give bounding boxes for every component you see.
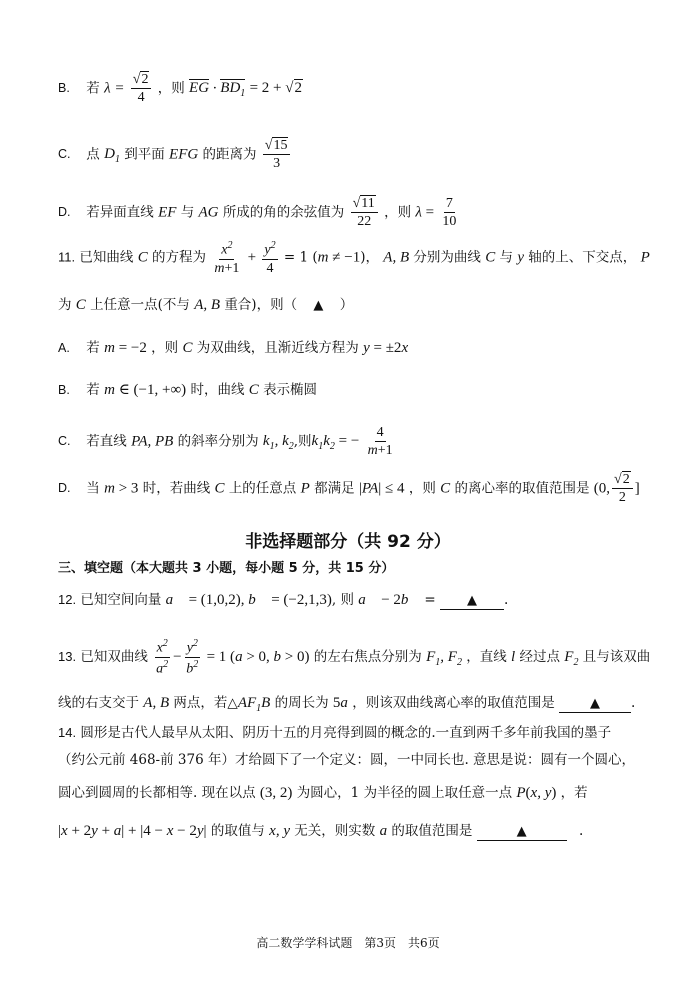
math-variables: x, y [269,823,290,839]
option-text: 的斜率分别为 [177,433,259,450]
question-text: 已知曲线 [79,249,134,266]
question-text: ，直线 [466,649,507,666]
math-interval-end: ] [634,480,640,497]
math-fraction: $\frac{√11}{22}$ [351,196,378,230]
math-expression: m = −2 [104,340,147,356]
math-foci: $F_1$, $F_2$ [426,649,462,669]
math-curve: C [75,297,86,313]
math-variable: a [379,823,388,839]
question-text: 已知空间向量 [80,592,162,608]
option-text: ，则 [384,204,412,221]
question-text: 圆心到圆周的长都相等. 现在以点 [58,785,256,801]
math-line: AG [198,204,219,221]
question-text: ，若 [560,785,588,801]
question-number: 11. [58,249,76,265]
option-label: C. [58,147,71,162]
math-lambda: λ = [415,204,435,221]
option-text: 与 [180,204,195,221]
option-text: 都满足 [314,480,355,497]
option-text: 上的任意点 [228,480,297,497]
question-number: 12. [58,592,77,607]
part-title: 非选择题部分（共 92 分） [245,532,451,552]
option-text: 的离心率的取值范围是 [454,480,590,497]
option-text: 若 [86,80,100,97]
math-axis: y [517,249,524,266]
math-point: P [300,480,310,497]
option-text: 若 [86,382,100,398]
question-text: ，则该双曲线离心率的取值范围是 [352,695,555,711]
q14-line-1 [58,725,611,741]
question-text: 轴的上、下交点， [528,249,637,266]
math-curve: C [485,249,496,266]
option-text: 点 [86,146,100,163]
math-fraction: $\frac{√15}{3}$ [263,138,291,172]
math-points: A, B [194,297,221,313]
math-slopes: $k_1$, $k_2$ [262,433,294,453]
math-expression: m > 3 [104,480,139,497]
q11-option-d [58,472,640,506]
question-number: 13. [58,649,77,665]
option-text: 若直线 [86,433,127,450]
page-footer: 高二数学学科试题 第3页 共6页 [256,936,440,950]
question-text: )， [360,249,379,266]
math-triangle: $AF_1B$ [237,695,271,714]
math-lines: PA, PB [131,433,174,450]
math-fraction: $\frac{7}{10}$ [442,196,457,230]
q11-option-a [58,339,408,357]
option-label: C. [58,434,71,449]
question-text: 的取值范围是 [391,823,473,839]
question-text: ） [339,297,354,313]
option-text: 若异面直线 [86,204,154,221]
answer-blank-mark: ▲ [467,593,477,608]
answer-blank-mark: ▲ [590,696,600,711]
question-text: 与 [499,249,514,266]
option-text: 时，若曲线 [142,480,211,497]
option-label: B. [58,81,70,96]
question-text: 为圆心，1 为半径的圆上取任意一点 [296,785,513,801]
math-fraction: $\frac{x^2}{m+1}$ [214,240,240,277]
math-fraction: $\frac{√2}{4}$ [131,72,152,106]
q13-stem-continued: 线的右支交于 A, B 两点，若$\triangle AF_1B$ 的周长为 5a ，则该双曲线离心率的取值范围是 ▲ . [58,695,636,714]
math-point: $D_1$ [104,146,120,166]
question-text: 经过点 [519,649,560,666]
math-condition: = 1 (a > 0, b > 0) [206,649,310,666]
q10-option-b [58,72,303,106]
question-text: 且与该双曲 [582,649,651,666]
option-text: 当 [86,480,100,497]
math-curve: C [137,249,148,266]
option-text: ，则 [151,340,179,356]
option-text: 为双曲线，且渐近线方程为 [196,340,359,356]
q14-line-4 [58,822,583,841]
math-curve: C [214,480,225,497]
math-fraction: $\frac{x^2}{a^2}$ [156,638,169,677]
math-expression: |x + 2y + a| + |4 − x − 2y| [58,823,207,839]
q10-option-d [58,196,460,230]
math-expression: a⃗ − 2b⃗ [358,592,421,608]
math-lambda: λ = [104,80,125,97]
question-text: 为 [58,297,72,313]
question-text: （约公元前 468-前 376 年）才给圆下了一个定义：圆，一中同长也. 意思是说：圆有一个圆心， [58,752,636,768]
option-text: ，则 [157,80,185,97]
question-text: 无关，则实数 [294,823,376,839]
math-expression: m ∈ (−1, +∞) [104,382,187,398]
math-fraction: $\frac{y^2}{4}$ [264,240,276,277]
question-text: 分别为曲线 [413,249,481,266]
math-minus: − [172,649,183,666]
question-number: 14. [58,725,77,740]
math-point: P [640,249,650,266]
math-vectors: a⃗ = (1,0,2), b⃗ = (−2,1,3) [165,592,332,608]
option-label: D. [58,205,71,220]
answer-blank-mark: ▲ [313,298,324,313]
math-curve: C [248,382,259,398]
question-text: 的方程为 [152,249,207,266]
option-label: A. [58,341,70,355]
question-text: = 1 ( [283,249,318,266]
math-plus: + [247,249,257,266]
math-expression: 5a [332,695,348,711]
q11-option-c [58,425,397,459]
question-text: , 则 [331,592,354,608]
answer-blank-mark: ▲ [516,824,527,839]
math-vector-dot: EG · $BD_1$ [189,80,246,100]
math-point: P(x, y) [516,785,557,801]
math-fraction: $\frac{4}{m+1}$ [367,425,393,459]
q13-stem [58,638,650,677]
option-text: ，则 [408,480,436,497]
math-fraction: $\frac{√2}{2}$ [612,472,633,506]
math-curve: C [182,340,193,356]
answer-blank[interactable] [440,592,504,610]
math-point: (3, 2) [259,785,293,801]
question-text: 线的右支交于 [58,695,139,711]
math-condition: m ≠ −1 [317,249,361,266]
question-text: 上任意一点(不与 [90,297,190,313]
math-points: A, B [383,249,410,266]
option-text: 时，曲线 [190,382,245,398]
option-label: D. [58,481,71,496]
math-expression: |PA| ≤ 4 [358,480,405,497]
math-point: $F_2$ [564,649,579,669]
math-points: A, B [143,695,170,711]
question-text: 两点，若△ [173,695,238,711]
math-line: EF [158,204,177,221]
section-heading: 三、填空题（本大题共 3 小题，每小题 5 分，共 15 分） [58,561,395,576]
option-text: 的距离为 [202,146,257,163]
question-text: = [424,592,436,608]
question-text: 的左右焦点分别为 [313,649,422,666]
q12: 12. 已知空间向量 a⃗ = (1,0,2), b⃗ = (−2,1,3), 则 a⃗ − 2b⃗ = ▲ . [58,592,509,608]
q11-stem-continued [58,296,353,314]
option-text: 到平面 [124,146,165,163]
math-plane: EFG [169,146,199,163]
question-text: 的取值与 [210,823,265,839]
math-result: = 2 + √2 [249,80,302,97]
question-text: 的周长为 [274,695,329,711]
option-text: 表示椭圆 [263,382,318,398]
q11-stem [58,240,650,276]
q14-line-2 [58,752,635,768]
question-text: . [578,823,584,839]
question-text: 重合)，则（ [224,297,298,313]
math-line: l [511,649,516,666]
math-fraction: $\frac{y^2}{b^2}$ [186,638,199,677]
question-text: 已知双曲线 [80,649,148,666]
option-text: 所成的角的余弦值为 [222,204,345,221]
q10-option-c [58,138,292,172]
option-text: 若 [86,340,100,356]
math-expression: y = ±2x [363,340,409,356]
option-label: B. [58,383,70,397]
q14-line-3 [58,784,588,802]
math-expression: $k_1k_2$ = − [311,433,360,453]
math-curve: C [440,480,451,497]
math-interval: (0, [593,480,610,497]
question-text: 圆形是古代人最早从太阳、阴历十五的月亮得到圆的概念的.一直到两千多年前我国的墨子 [80,725,612,741]
option-text: ,则 [293,433,312,450]
answer-blank[interactable] [559,695,631,713]
q11-option-b [58,381,317,399]
answer-blank[interactable] [477,823,567,841]
